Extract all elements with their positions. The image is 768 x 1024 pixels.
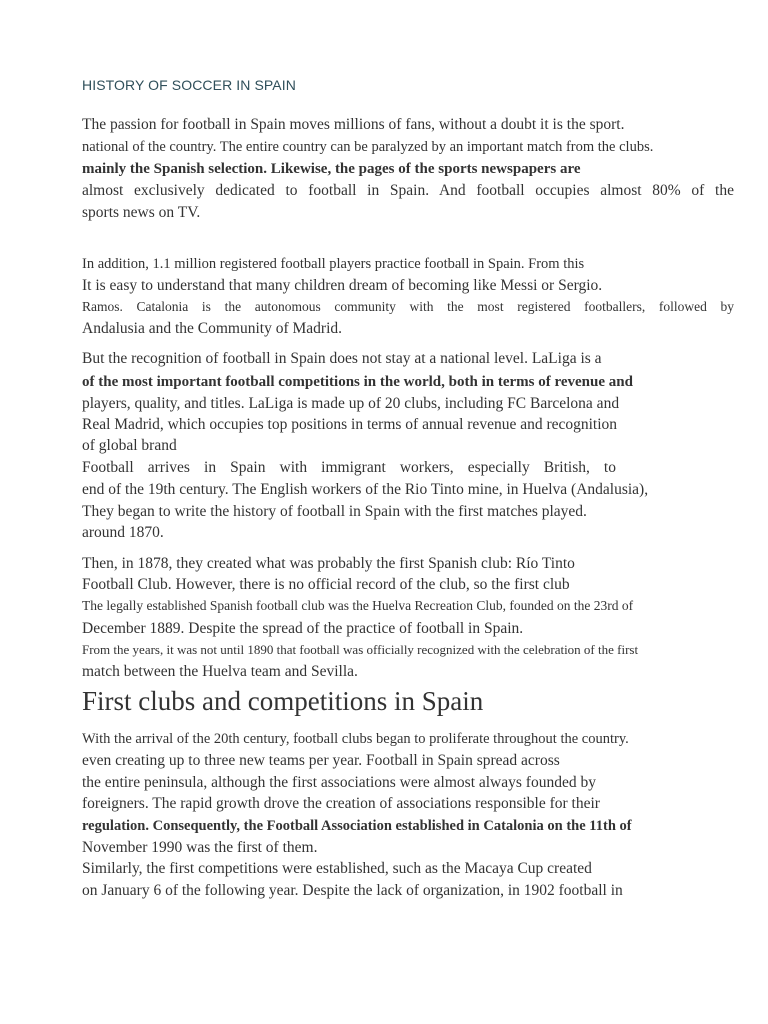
paragraph-line: the entire peninsula, although the first associations were almost always founded by [82, 774, 596, 791]
paragraph-line: Football Club. However, there is no official record of the club, so the first club [82, 576, 570, 593]
document-heading: HISTORY OF SOCCER IN SPAIN [82, 77, 296, 93]
paragraph-line: Andalusia and the Community of Madrid. [82, 320, 343, 337]
paragraph-line: mainly the Spanish selection. Likewise, the pages of the sports newspapers are [82, 161, 581, 177]
paragraph-line: December 1889. Despite the spread of the practice of football in Spain. [82, 620, 524, 637]
paragraph-line: With the arrival of the 20th century, football clubs began to proliferate throughout the country. [82, 731, 629, 747]
paragraph-line: national of the country. The entire country can be paralyzed by an important match from the clubs. [82, 139, 654, 155]
paragraph-line: The passion for football in Spain moves millions of fans, without a doubt it is the sport. [82, 116, 625, 133]
paragraph-line: around 1870. [82, 524, 164, 541]
paragraph-line: on January 6 of the following year. Despite the lack of organization, in 1902 football in [82, 882, 623, 899]
paragraph-line: The legally established Spanish football club was the Huelva Recreation Club, founded on the 23rd of [82, 598, 634, 613]
paragraph-line: Real Madrid, which occupies top positions in terms of annual revenue and recognition [82, 416, 618, 433]
section-title: First clubs and competitions in Spain [82, 686, 484, 716]
paragraph-line: Football arrives in Spain with immigrant workers, especially British, to [82, 459, 616, 476]
paragraph-line: of global brand [82, 437, 177, 454]
paragraph-line: In addition, 1.1 million registered football players practice football in Spain. From this [82, 256, 585, 272]
paragraph-line: Then, in 1878, they created what was probably the first Spanish club: Río Tinto [82, 555, 575, 572]
paragraph-line: foreigners. The rapid growth drove the creation of associations responsible for their [82, 795, 600, 812]
paragraph-line: Similarly, the first competitions were established, such as the Macaya Cup created [82, 860, 592, 877]
paragraph-line: They began to write the history of football in Spain with the first matches played. [82, 503, 587, 520]
paragraph-line: end of the 19th century. The English workers of the Rio Tinto mine, in Huelva (Andalusia), [82, 481, 649, 498]
paragraph-line: It is easy to understand that many children dream of becoming like Messi or Sergio. [82, 277, 603, 294]
paragraph-line: But the recognition of football in Spain does not stay at a national level. LaLiga is a [82, 350, 602, 367]
paragraph-line: of the most important football competitions in the world, both in terms of revenue and [82, 374, 633, 390]
paragraph-line: even creating up to three new teams per year. Football in Spain spread across [82, 752, 560, 769]
paragraph-line: regulation. Consequently, the Football Association established in Catalonia on the 11th of [82, 818, 632, 834]
paragraph-line: players, quality, and titles. LaLiga is made up of 20 clubs, including FC Barcelona and [82, 395, 620, 412]
paragraph-line: From the years, it was not until 1890 that football was officially recognized with the celebration of the first [82, 642, 639, 657]
paragraph-line: Ramos. Catalonia is the autonomous community with the most registered footballers, followed by [82, 299, 734, 314]
paragraph-line: sports news on TV. [82, 204, 201, 221]
paragraph-line: match between the Huelva team and Sevilla. [82, 663, 358, 680]
paragraph-line: almost exclusively dedicated to football in Spain. And football occupies almost 80% of the [82, 182, 734, 199]
paragraph-line: November 1990 was the first of them. [82, 839, 318, 856]
